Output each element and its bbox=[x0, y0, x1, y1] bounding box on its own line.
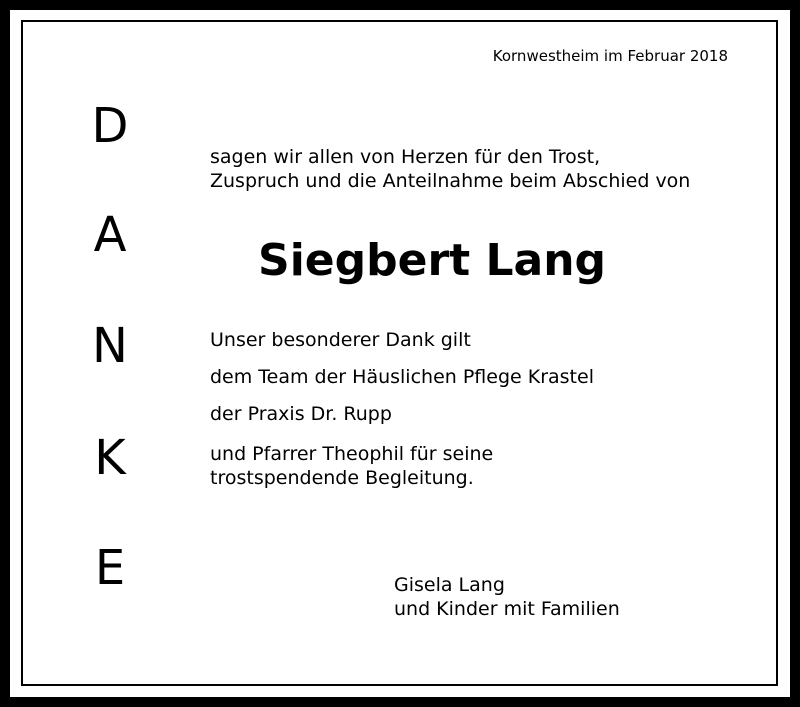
danke-letter-k: K bbox=[94, 430, 126, 486]
intro-line-2: Zuspruch und die Anteilnahme beim Abschied von bbox=[210, 170, 691, 192]
thanks-pastor-line-1: und Pfarrer Theophil für seine bbox=[210, 443, 494, 465]
deceased-name: Siegbert Lang bbox=[258, 235, 607, 286]
thanks-heading: Unser besonderer Dank gilt bbox=[210, 329, 471, 351]
thanks-pastor bbox=[210, 442, 493, 490]
signature bbox=[394, 573, 620, 621]
thanks-practice: der Praxis Dr. Rupp bbox=[210, 403, 392, 425]
signature-line-2: und Kinder mit Familien bbox=[394, 598, 620, 620]
thanks-pastor-line-2: trostspendende Begleitung. bbox=[210, 467, 474, 489]
intro-text bbox=[210, 145, 690, 193]
danke-letter-a: A bbox=[93, 207, 127, 263]
intro-line-1: sagen wir allen von Herzen für den Trost, bbox=[210, 146, 601, 168]
danke-letter-e: E bbox=[94, 540, 126, 596]
danke-letter-n: N bbox=[92, 318, 128, 374]
thanks-care-team: dem Team der Häuslichen Pflege Krastel bbox=[210, 366, 594, 388]
danke-letter-d: D bbox=[91, 98, 129, 154]
signature-line-1: Gisela Lang bbox=[394, 574, 505, 596]
date-line: Kornwestheim im Februar 2018 bbox=[492, 47, 728, 65]
